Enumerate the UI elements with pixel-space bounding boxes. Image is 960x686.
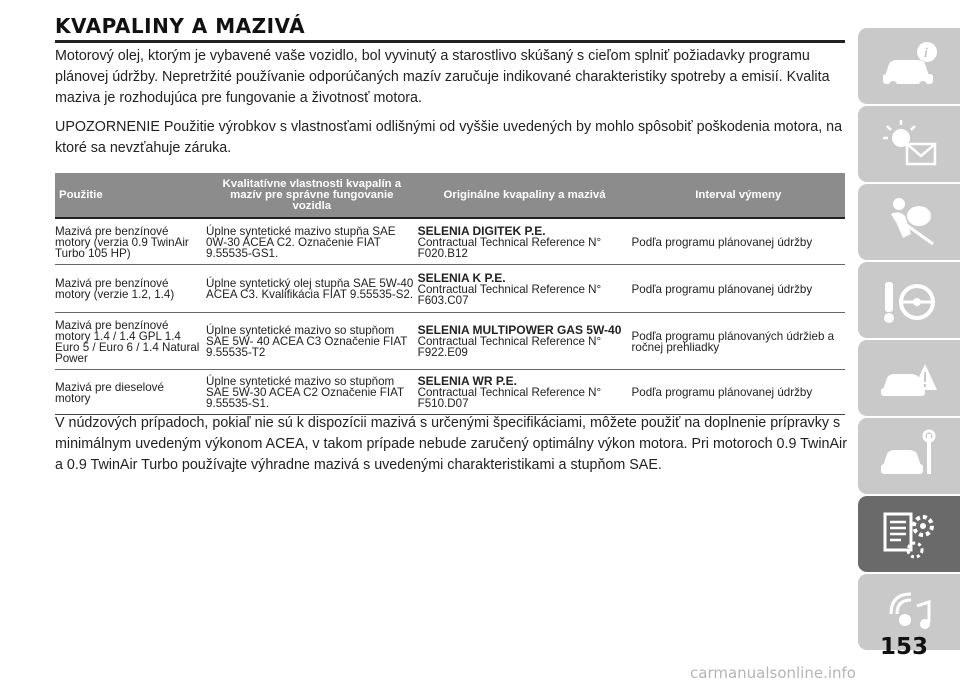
table-row: [55, 313, 845, 370]
header-interval: Interval výmeny: [632, 173, 845, 218]
product-name: SELENIA MULTIPOWER GAS 5W-40: [417, 323, 622, 337]
cell-use: Mazivá pre benzínové motory 1.4 / 1.4 GPL 1.4 Euro 5 / Euro 6 / 1.4 Natural Power: [55, 313, 206, 370]
airbag-seat-icon: [877, 194, 941, 250]
cell-product: [418, 313, 632, 370]
cell-interval: Podľa programu plánovanej údržby: [632, 370, 845, 415]
product-name: SELENIA K P.E.: [417, 270, 506, 285]
cell-product: [418, 218, 632, 265]
product-name: SELENIA WR P.E.: [417, 374, 517, 388]
table-row: [55, 218, 845, 265]
product-reference: Contractual Technical Reference N° F922.E09: [417, 335, 602, 359]
tab-car-info[interactable]: [858, 28, 960, 104]
cell-use: Mazivá pre benzínové motory (verzie 1.2, 1.4): [55, 265, 206, 313]
tab-technical-data[interactable]: [858, 496, 960, 572]
car-info-icon: [877, 38, 941, 94]
emergency-paragraph: V núdzových prípadoch, pokiaľ nie sú k dispozícii mazivá s určenými špecifikáciami, môžete použiť na doplnenie prípravky s minimálnym uvedeným výkonom ACEA, v takom prípade nebude zaručený optimálny výkon motora. Pri motoroch 0.9 TwinAir a 0.9 TwinAir Turbo používajte výhradne mazivá s uvedenými charakteristikami a stupňom SAE.: [55, 415, 847, 473]
dashboard-driving-icon: [877, 272, 941, 328]
page-number: 153: [880, 634, 929, 660]
cell-interval: Podľa programu plánovaných údržieb a ročnej prehliadky: [632, 313, 845, 370]
tab-warning-lights[interactable]: [858, 106, 960, 182]
product-reference: Contractual Technical Reference N° F603.C07: [417, 282, 602, 307]
svg-text:i: i: [924, 46, 928, 61]
section-title: KVAPALINY A MAZIVÁ: [55, 14, 306, 38]
title-rule: [55, 40, 845, 43]
warning-lights-icon: [877, 116, 941, 172]
multimedia-icon: [877, 584, 941, 640]
watermark: carmanualsonline.info: [690, 664, 856, 682]
cell-spec: Úplne syntetické mazivo so stupňom SAE 5W-30 ACEA C2 Označenie FIAT 9.55535-S1.: [206, 370, 418, 415]
cell-product: [418, 370, 632, 415]
table-header-row: [55, 173, 845, 218]
header-spec: Kvalitatívne vlastnosti kvapalín a mazív pre správne fungovanie vozidla: [206, 173, 418, 218]
cell-interval: Podľa programu plánovanej údržby: [632, 218, 845, 265]
cell-use: Mazivá pre benzínové motory (verzia 0.9 TwinAir Turbo 105 HP): [55, 218, 206, 265]
tab-maintenance[interactable]: [858, 418, 960, 494]
warning-paragraph: UPOZORNENIE Použitie výrobkov s vlastnosťami odlišnými od vyššie uvedených by mohlo spôsobiť poškodenia motora, na ktoré sa nevzťahuje záruka.: [55, 119, 843, 156]
tab-safety[interactable]: [858, 184, 960, 260]
cell-spec: Úplne syntetické mazivo so stupňom SAE 5W- 40 ACEA C3 Označenie FIAT 9.55535-T2: [206, 313, 418, 370]
cell-spec: Úplne syntetické mazivo stupňa SAE 0W-30 ACEA C2. Označenie FIAT 9.55535-GS1.: [206, 218, 418, 265]
table-row: [55, 370, 845, 415]
car-service-icon: [877, 428, 941, 484]
cell-product: [418, 265, 632, 313]
tab-breakdown[interactable]: [858, 340, 960, 416]
breakdown-icon: [877, 350, 941, 406]
header-products: Originálne kvapaliny a mazivá: [418, 173, 632, 218]
tab-driving[interactable]: [858, 262, 960, 338]
cell-use: Mazivá pre dieselové motory: [55, 370, 206, 415]
product-reference: Contractual Technical Reference N° F510.D07: [417, 386, 602, 410]
fluids-table: [55, 173, 845, 415]
intro-paragraph: Motorový olej, ktorým je vybavené vaše vozidlo, bol vyvinutý a starostlivo skúšaný s cieľom splniť požiadavky programu plánovej údržby. Nepretržité používanie odporúčaných mazív zaručuje indikované charakteristiky spotreby a emisií. Kvalita maziva je rozhodujúca pre fungovanie a životnosť motora.: [55, 48, 830, 106]
product-name: SELENIA DIGITEK P.E.: [417, 223, 546, 238]
technical-data-icon: [877, 506, 941, 562]
header-use: Použitie: [55, 173, 206, 218]
product-reference: Contractual Technical Reference N° F020.B12: [417, 235, 602, 260]
cell-interval: Podľa programu plánovanej údržby: [632, 265, 845, 313]
table-row: [55, 265, 845, 313]
cell-spec: Úplne syntetický olej stupňa SAE 5W-40 ACEA C3. Kvalifikácia FIAT 9.55535-S2.: [206, 265, 418, 313]
